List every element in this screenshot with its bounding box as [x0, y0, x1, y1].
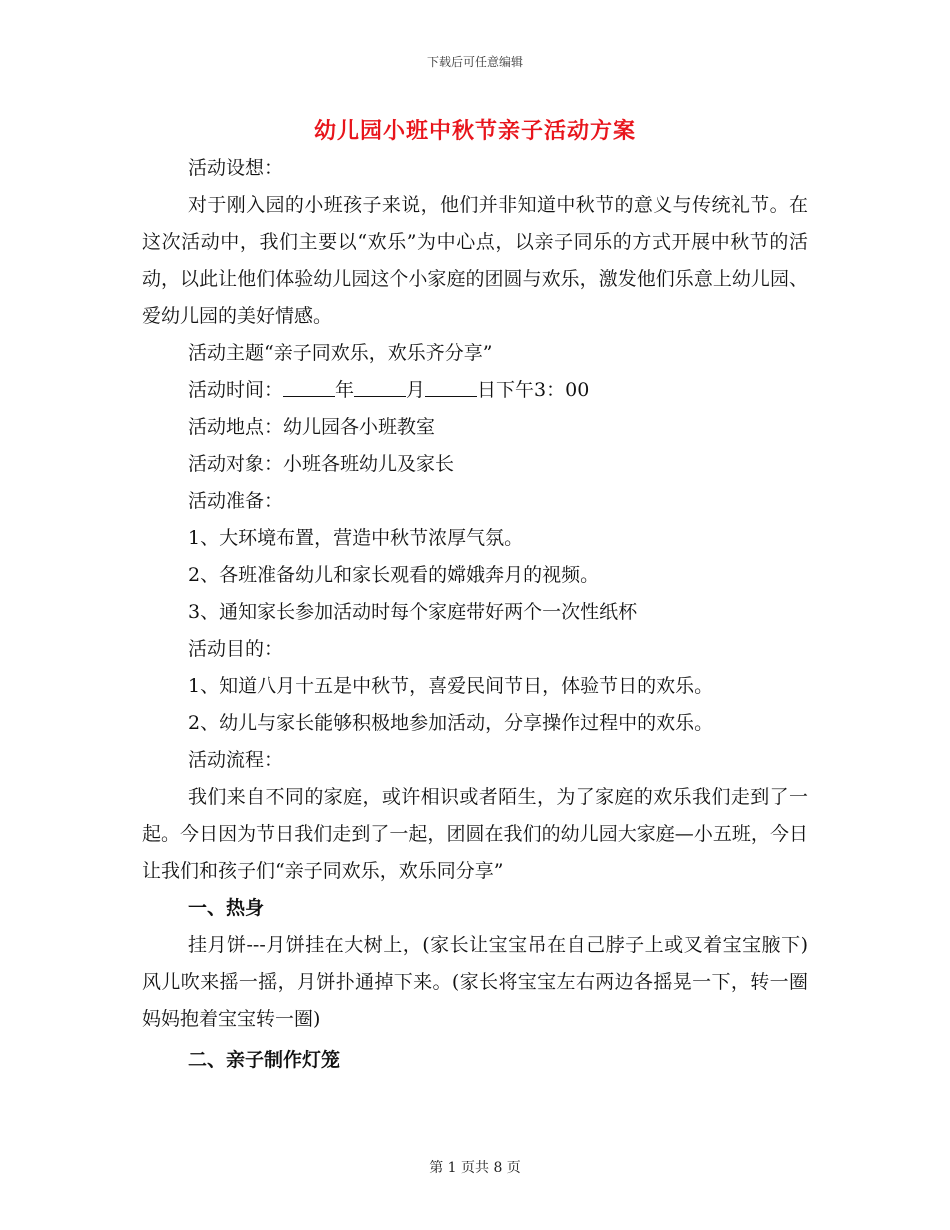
time-day: 日下午3：00 [477, 379, 590, 401]
prep-item: 1、大环境布置，营造中秋节浓厚气氛。 [188, 527, 524, 549]
section-heading-warmup: 一、热身 [188, 897, 265, 919]
section-heading-lantern: 二、亲子制作灯笼 [188, 1049, 341, 1071]
year-blank [283, 378, 335, 397]
month-blank [354, 378, 406, 397]
activity-audience: 活动对象：小班各班幼儿及家长 [188, 453, 455, 475]
goal-item: 2、幼儿与家长能够积极地参加活动，分享操作过程中的欢乐。 [188, 712, 714, 734]
prep-item: 2、各班准备幼儿和家长观看的嫦娥奔月的视频。 [188, 564, 600, 586]
time-month: 月 [406, 379, 426, 401]
time-year: 年 [335, 379, 355, 401]
idea-paragraph: 对于刚入园的小班孩子来说，他们并非知道中秋节的意义与传统礼节。在这次活动中，我们主要以“欢乐”为中心点，以亲子同乐的方式开展中秋节的活动，以此让他们体验幼儿园这个小家庭的团圆与欢乐，激发他们乐意上幼儿园、爱幼儿园的美好情感。 [142, 194, 808, 327]
prep-label: 活动准备： [188, 490, 284, 512]
flow-label: 活动流程： [188, 749, 284, 771]
day-blank [425, 378, 477, 397]
goals-label: 活动目的： [188, 638, 284, 660]
document-title: 幼儿园小班中秋节亲子活动方案 [313, 118, 636, 144]
activity-time [142, 372, 808, 409]
page-number: 第 1 页共 8 页 [429, 1160, 521, 1176]
document-body [142, 150, 808, 1079]
activity-theme: 活动主题“亲子同欢乐，欢乐齐分享” [188, 342, 493, 364]
activity-place: 活动地点：幼儿园各小班教室 [188, 416, 436, 438]
goal-item: 1、知道八月十五是中秋节，喜爱民间节日，体验节日的欢乐。 [188, 675, 714, 697]
warmup-paragraph: 挂月饼---月饼挂在大树上，(家长让宝宝吊在自己脖子上或叉着宝宝腋下)风儿吹来摇一摇，月饼扑通掉下来。(家长将宝宝左右两边各摇晃一下，转一圈妈妈抱着宝宝转一圈) [142, 934, 808, 1030]
idea-label: 活动设想： [188, 157, 284, 179]
page-header-note: 下载后可任意编辑 [426, 55, 523, 69]
time-label: 活动时间： [188, 379, 284, 401]
flow-intro: 我们来自不同的家庭，或许相识或者陌生，为了家庭的欢乐我们走到了一起。今日因为节日我们走到了一起，团圆在我们的幼儿园大家庭—小五班，今日让我们和孩子们“亲子同欢乐，欢乐同分享” [142, 786, 808, 882]
prep-item: 3、通知家长参加活动时每个家庭带好两个一次性纸杯 [188, 601, 638, 623]
